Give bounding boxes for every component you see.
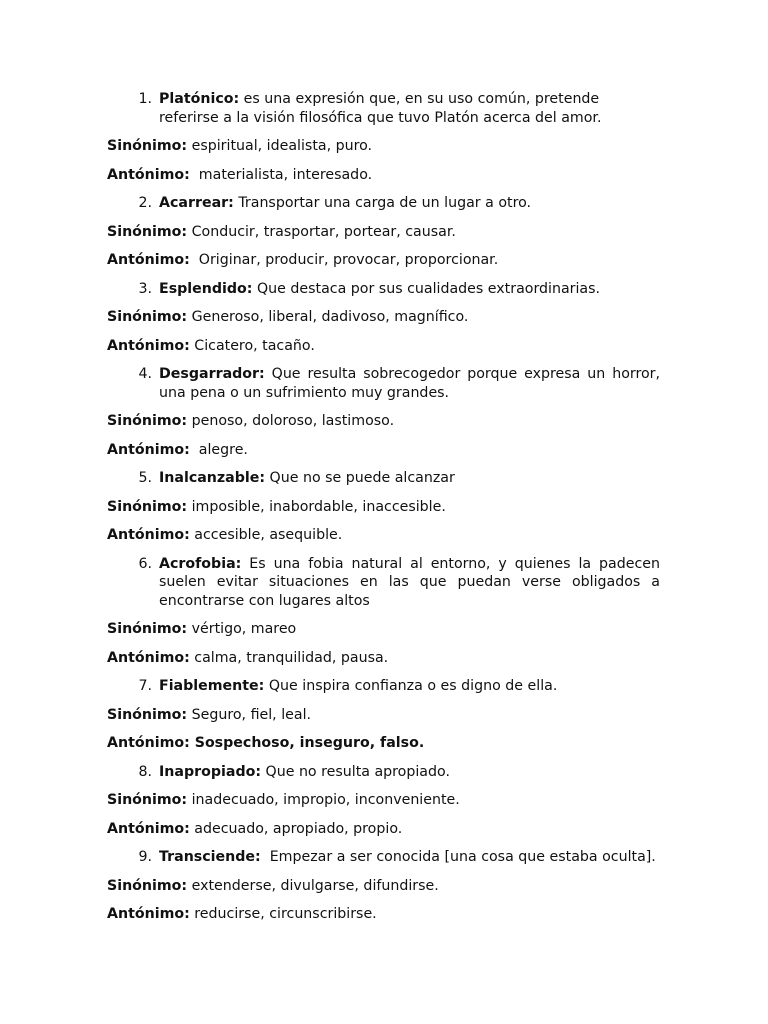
item-term: Transciende: (159, 849, 261, 865)
item-term: Platónico: (159, 91, 240, 107)
item-definition: Es una fobia natural al entorno, y quienes la padecen suelen evitar situaciones en las que puedan verse obligados a encontrarse con lugares altos (159, 555, 660, 609)
synonym-values: Seguro, fiel, leal. (187, 706, 312, 723)
antonym-values: accesible, asequible. (189, 527, 343, 543)
list-item (107, 280, 660, 299)
item-number: 7. (138, 678, 152, 694)
antonym-values: calma, tranquilidad, pausa. (189, 649, 389, 666)
synonym-label: Sinónimo: (107, 498, 188, 515)
item-term: Inapropiado: (159, 763, 262, 780)
item-text (152, 280, 660, 299)
item-term: Inalcanzable: (159, 470, 266, 486)
synonym-values: espiritual, idealista, puro. (187, 138, 373, 154)
item-text (152, 365, 660, 402)
antonym-line (107, 337, 660, 356)
list-item (107, 763, 660, 782)
antonym-label: Antónimo: (107, 337, 190, 354)
synonym-label: Sinónimo: (107, 706, 188, 723)
synonym-label: Sinónimo: (107, 309, 188, 325)
synonym-values: imposible, inabordable, inaccesible. (187, 498, 446, 515)
synonym-label: Sinónimo: (107, 621, 188, 637)
antonym-values: adecuado, apropiado, propio. (189, 820, 403, 837)
list-item (107, 194, 660, 213)
antonym-values: reducirse, circunscribirse. (189, 906, 377, 922)
antonym-values: Sospechoso, inseguro, falso. (189, 735, 425, 751)
synonym-label: Sinónimo: (107, 413, 188, 429)
antonym-values: materialista, interesado. (189, 166, 373, 183)
antonym-line (107, 166, 660, 185)
item-text (152, 194, 660, 213)
list-item (107, 90, 660, 127)
item-definition: Que no se puede alcanzar (265, 470, 455, 486)
item-text (152, 763, 660, 782)
vocabulary-list (107, 90, 660, 934)
item-text (152, 848, 660, 867)
item-text (152, 555, 660, 611)
item-definition: Que no resulta apropiado. (261, 763, 450, 780)
antonym-line (107, 734, 660, 753)
antonym-label: Antónimo: (107, 820, 190, 837)
synonym-values: extenderse, divulgarse, difundirse. (187, 877, 439, 894)
synonym-label: Sinónimo: (107, 138, 188, 154)
synonym-line (107, 498, 660, 517)
item-text (152, 469, 660, 488)
item-definition: Que resulta sobrecogedor porque expresa un horror, una pena o un sufrimiento muy grandes. (159, 366, 660, 401)
antonym-values: Originar, producir, provocar, proporcionar. (189, 252, 499, 268)
item-term: Fiablemente: (159, 678, 265, 694)
antonym-values: alegre. (189, 441, 248, 458)
item-number: 1. (138, 91, 152, 107)
synonym-label: Sinónimo: (107, 223, 188, 240)
antonym-line (107, 251, 660, 270)
antonym-label: Antónimo: (107, 441, 190, 458)
item-definition: Empezar a ser conocida [una cosa que estaba oculta]. (260, 849, 656, 865)
synonym-label: Sinónimo: (107, 792, 188, 808)
synonym-line (107, 137, 660, 156)
antonym-label: Antónimo: (107, 252, 190, 268)
antonym-line (107, 441, 660, 460)
synonym-line (107, 412, 660, 431)
item-number: 6. (138, 555, 152, 572)
antonym-label: Antónimo: (107, 735, 190, 751)
synonym-line (107, 791, 660, 810)
antonym-label: Antónimo: (107, 906, 190, 922)
item-number: 4. (138, 366, 152, 382)
synonym-label: Sinónimo: (107, 877, 188, 894)
synonym-line (107, 223, 660, 242)
item-term: Acrofobia: (159, 555, 242, 572)
list-item (107, 469, 660, 488)
antonym-line (107, 649, 660, 668)
antonym-label: Antónimo: (107, 649, 190, 666)
synonym-values: inadecuado, impropio, inconveniente. (187, 792, 460, 808)
item-definition: Que inspira confianza o es digno de ella. (264, 678, 558, 694)
item-term: Esplendido: (159, 280, 253, 297)
item-definition: es una expresión que, en su uso común, pretende referirse a la visión filosófica que tuvo Platón acerca del amor. (159, 91, 602, 126)
item-text (152, 90, 660, 127)
item-term: Acarrear: (159, 195, 234, 211)
synonym-values: vértigo, mareo (187, 621, 297, 637)
synonym-line (107, 877, 660, 896)
synonym-values: Generoso, liberal, dadivoso, magnífico. (187, 309, 469, 325)
synonym-line (107, 308, 660, 327)
antonym-label: Antónimo: (107, 166, 190, 183)
item-number: 8. (138, 763, 152, 780)
antonym-line (107, 820, 660, 839)
synonym-values: Conducir, trasportar, portear, causar. (187, 223, 456, 240)
item-definition: Transportar una carga de un lugar a otro. (233, 195, 532, 211)
antonym-label: Antónimo: (107, 527, 190, 543)
antonym-line (107, 905, 660, 924)
antonym-values: Cicatero, tacaño. (189, 337, 315, 354)
item-definition: Que destaca por sus cualidades extraordinarias. (252, 280, 601, 297)
synonym-values: penoso, doloroso, lastimoso. (187, 413, 395, 429)
list-item (107, 848, 660, 867)
item-number: 9. (138, 849, 152, 865)
list-item (107, 365, 660, 402)
list-item (107, 555, 660, 611)
synonym-line (107, 706, 660, 725)
synonym-line (107, 620, 660, 639)
item-term: Desgarrador: (159, 366, 265, 382)
item-number: 2. (138, 195, 152, 211)
list-item (107, 677, 660, 696)
item-number: 5. (138, 470, 152, 486)
item-number: 3. (138, 280, 152, 297)
antonym-line (107, 526, 660, 545)
item-text (152, 677, 660, 696)
